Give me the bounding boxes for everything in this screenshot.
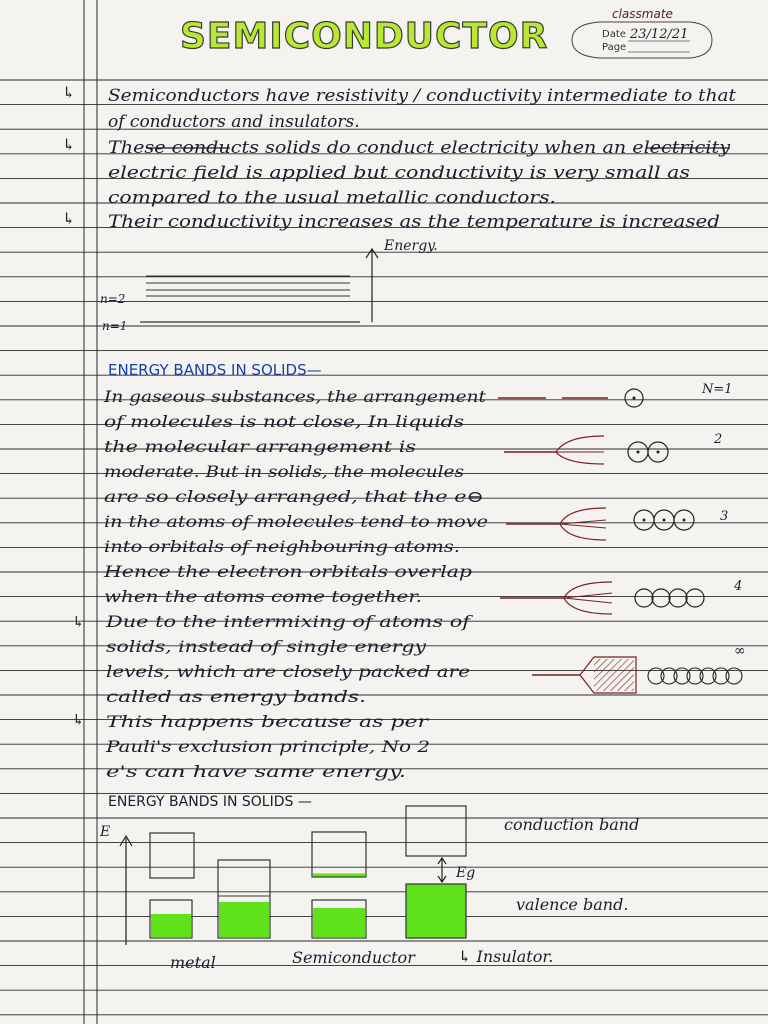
n-label-4: 4 [734, 579, 743, 594]
date-label: Date [602, 29, 626, 40]
section1-line: called as energy bands. [106, 687, 366, 706]
section1-line: Due to the intermixing of atoms of [104, 612, 475, 631]
bullet-line-1: Semiconductors have resistivity / conductivity intermediate to that [108, 86, 737, 106]
bullet-arrow-icon: ↳ [72, 613, 85, 631]
bullet-arrow-icon: ↳ [62, 83, 76, 102]
metal-overlap-fill [219, 902, 269, 937]
semiconductor-conduction-band [312, 832, 366, 877]
section-heading-energy-bands-2: ENERGY BANDS IN SOLIDS — [108, 794, 312, 810]
section1-line: moderate. But in solids, the molecules [104, 462, 464, 481]
section1-line: e's can have same energy. [106, 762, 406, 781]
brand-logo: classmate [612, 7, 673, 21]
section-heading-energy-bands: ENERGY BANDS IN SOLIDS— [108, 361, 322, 379]
bullet-line-4: electric field is applied but conductivity is very small as [108, 163, 691, 183]
insulator-label: ↳ Insulator. [458, 947, 554, 966]
section1-line: Hence the electron orbitals overlap [102, 562, 472, 581]
valence-band-label: valence band. [516, 895, 629, 914]
date-value: 23/12/21 [630, 27, 689, 42]
section1-line: In gaseous substances, the arrangement [102, 387, 487, 406]
conduction-band-label: conduction band [504, 815, 640, 834]
section1-line: solids, instead of single energy [106, 637, 428, 656]
bullet-arrow-icon: ↳ [72, 711, 85, 729]
section1-line: levels, which are closely packed are [106, 662, 470, 681]
bullet-line-3: These conducts solids do conduct electricity when an electricity [108, 138, 731, 158]
bullet-line-6: Their conductivity increases as the temperature is increased [108, 212, 721, 232]
band-formation-diagram [498, 382, 746, 693]
section1-line: in the atoms of molecules tend to move [104, 512, 488, 531]
semiconductor-valence-fill [313, 908, 365, 937]
section1-line: This happens because as per [106, 712, 430, 731]
level-n2-label: n=2 [100, 292, 126, 306]
bullet-arrow-icon: ↳ [62, 209, 76, 228]
section1-body [103, 387, 488, 781]
energy-axis-E: E [100, 824, 111, 840]
band-gap-diagram [99, 806, 639, 972]
metal-valence-fill [151, 914, 191, 937]
n-label-3: 3 [720, 509, 729, 524]
insulator-valence-band [406, 884, 466, 938]
metal-conduction-band [150, 833, 194, 878]
bullet-arrow-icon: ↳ [62, 135, 76, 154]
section1-line: when the atoms come together. [104, 587, 422, 606]
n-label-1: N=1 [702, 382, 733, 397]
n-label-inf: ∞ [734, 643, 746, 659]
n-label-2: 2 [714, 432, 723, 447]
insulator-conduction-band [406, 806, 466, 856]
bullet-line-2: of conductors and insulators. [108, 112, 360, 132]
page-title: SEMICONDUCTOR [180, 16, 549, 57]
page-label: Page [602, 42, 627, 53]
energy-axis-label: Energy. [384, 238, 438, 254]
level-n1-label: n=1 [102, 319, 128, 333]
section1-line: into orbitals of neighbouring atoms. [104, 537, 460, 556]
metal-label: metal [170, 953, 216, 972]
semiconductor-label: Semiconductor [292, 948, 415, 967]
section1-line: the molecular arrangement is [104, 437, 416, 456]
section1-line: of molecules is not close, In liquids [104, 412, 464, 431]
bullet-line-5: compared to the usual metallic conductors. [108, 188, 556, 208]
band-gap-label: Eg [456, 865, 476, 881]
section1-line: are so closely arranged, that the e⊖ [104, 487, 485, 506]
section1-line: Pauli's exclusion principle, No 2 [104, 737, 430, 756]
